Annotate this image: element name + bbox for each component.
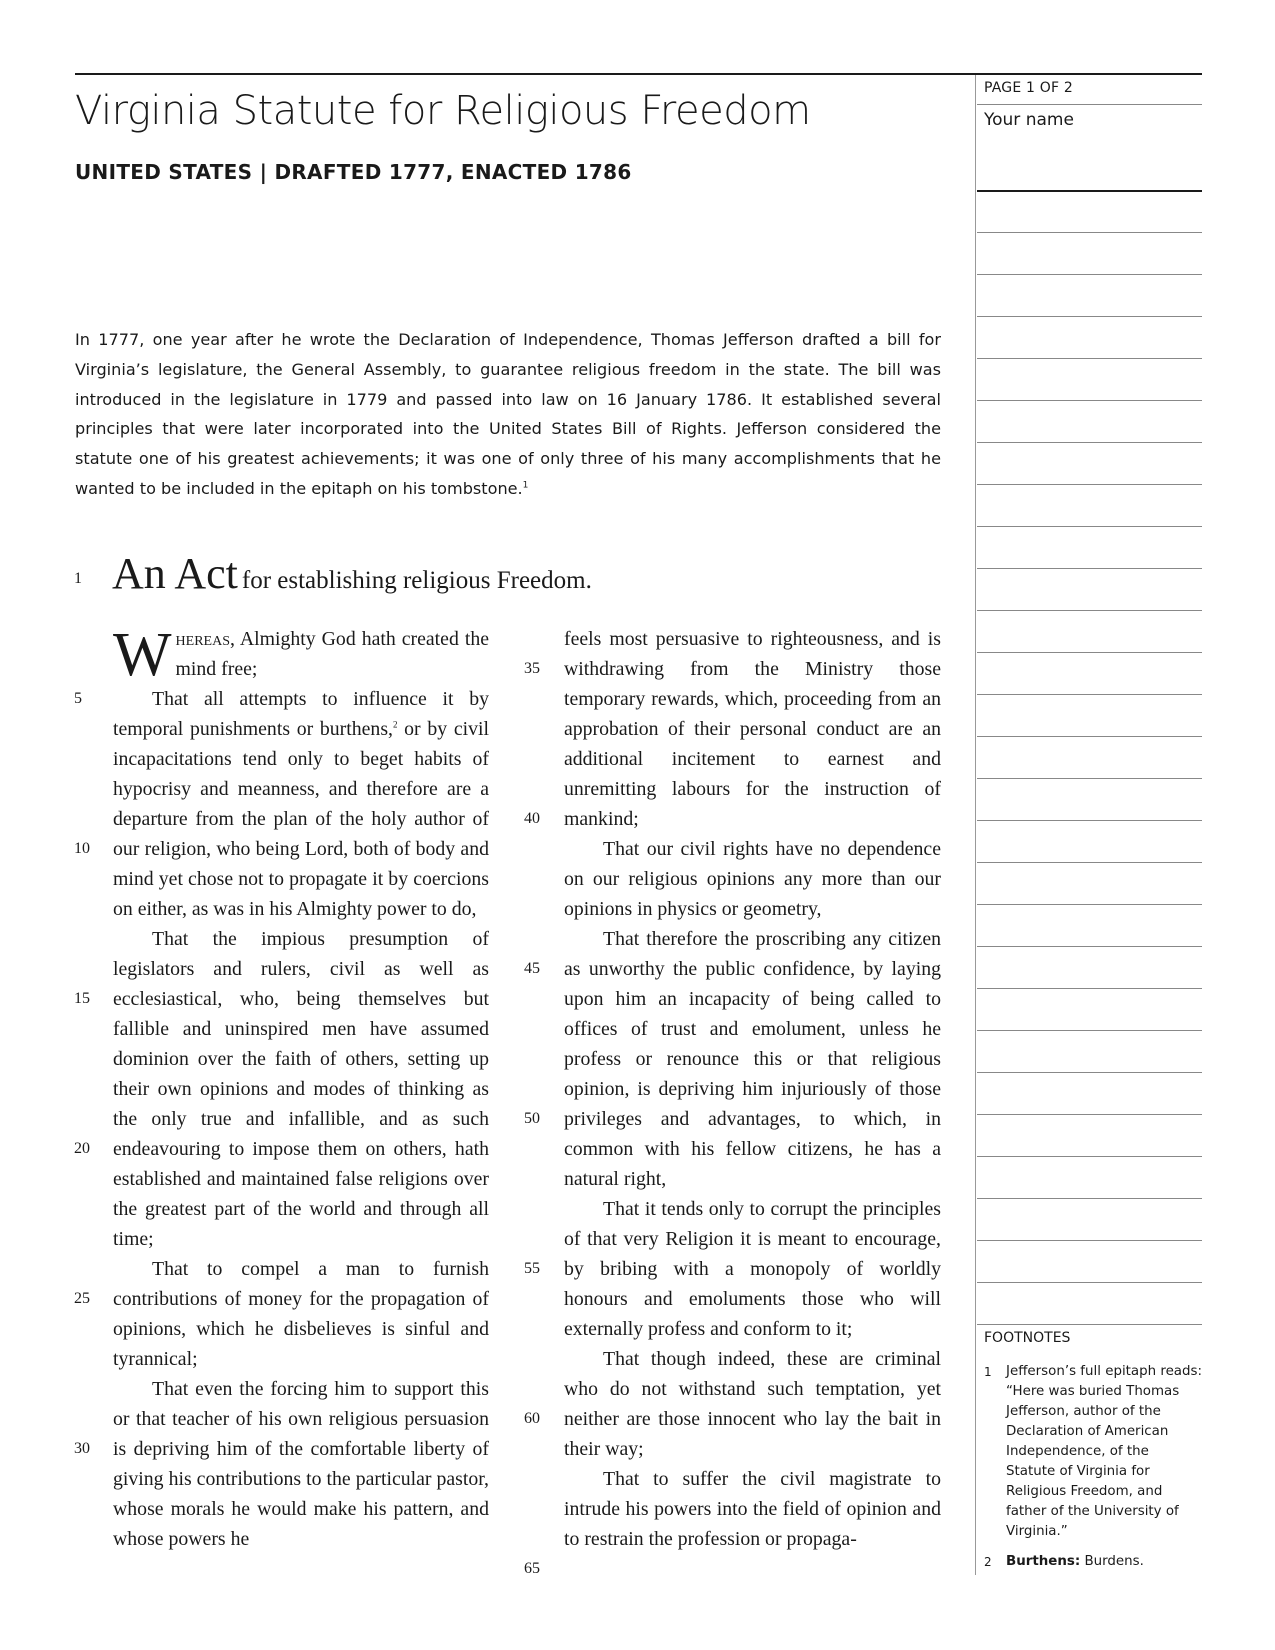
- line-number: 1: [74, 570, 82, 587]
- footnotes-heading: FOOTNOTES: [984, 1330, 1071, 1346]
- note-line: [977, 988, 1202, 989]
- footnote-text: [1006, 1552, 1202, 1572]
- note-line: [977, 736, 1202, 737]
- note-line: [977, 778, 1202, 779]
- paragraph: That to compel a man to furnish contributions of money for the propagation of opinions, which he disbelieves is sinful and tyrannical;: [113, 1258, 489, 1370]
- note-line: [977, 358, 1202, 359]
- note-line: [977, 694, 1202, 695]
- paragraph: That even the forcing him to support this or that teacher of his own religious persuasion is depriving him of the comfortable liberty of giving his contributions to the particular pastor, whose morals he would make his pattern, and whose powers he: [113, 1378, 489, 1550]
- drop-cap: W: [113, 621, 172, 689]
- footnote-2: [984, 1552, 1202, 1572]
- note-line: [977, 316, 1202, 317]
- footnote-number: 2: [984, 1555, 992, 1569]
- line-number: 30: [74, 1440, 90, 1457]
- line-number: 55: [524, 1260, 540, 1277]
- paragraph: feels most persuasive to righteousness, and is withdrawing from the Ministry those temporary rewards, which, proceeding from an approbation of their personal conduct are an additional incitement to earnest and unremitting labours for the instruction of mankind;: [564, 628, 941, 830]
- paragraph: That though indeed, these are criminal who do not withstand such temptation, yet neither are those innocent who lay the bait in their way;: [564, 1348, 941, 1460]
- note-line: [977, 274, 1202, 275]
- sidebar-rule: [977, 104, 1202, 105]
- intro-text: In 1777, one year after he wrote the Declaration of Independence, Thomas Jefferson drafted a bill for Virginia’s legislature, the General Assembly, to guarantee religious freedom in the state. The bill was introduced in the legislature in 1779 and passed into law on 16 January 1786. It established several principles that were later incorporated into the United States Bill of Rights. Jefferson considered the statute one of his greatest achievements; it was one of only three of his many accomplishments that he wanted to be included in the epitaph on his tombstone.: [75, 330, 941, 498]
- page-title: Virginia Statute for Religious Freedom: [75, 88, 811, 134]
- paragraph: [113, 684, 489, 924]
- footnote-1: [984, 1362, 1202, 1542]
- footnote-number: 1: [984, 1365, 992, 1379]
- note-line: [977, 1282, 1202, 1283]
- note-line: [977, 526, 1202, 527]
- note-line: [977, 862, 1202, 863]
- act-title-rest: for establishing religious Freedom.: [241, 567, 592, 594]
- paragraph-text: or by civil incapacitations tend only to beget habits of hypocrisy and meanness, and therefore are a departure from the plan of the holy author of our religion, who being Lord, both of body and mind yet chose not to propagate it by coercions on either, as was in his Almighty power to do,: [113, 718, 489, 920]
- note-line: [977, 400, 1202, 401]
- text-column-right: [564, 624, 941, 1554]
- footnote-term: Burthens:: [1006, 1554, 1081, 1569]
- page-indicator: PAGE 1 OF 2: [984, 80, 1074, 96]
- note-line: [977, 904, 1202, 905]
- line-number: 40: [524, 810, 540, 827]
- paragraph-text: That all attempts to influence it by temporal punishments or burthens,: [113, 688, 489, 740]
- note-line: [977, 820, 1202, 821]
- paragraph: That it tends only to corrupt the principles of that very Religion it is meant to encourage, by bribing with a monopoly of worldly honours and emoluments those who will externally profess and conform to it;: [564, 1198, 941, 1340]
- line-number: 5: [74, 690, 82, 707]
- paragraph-text: Almighty God hath created the mind free;: [175, 628, 489, 680]
- line-number: 10: [74, 840, 90, 857]
- paragraph: That our civil rights have no dependence on our religious opinions any more than our opinions in physics or geometry,: [564, 838, 941, 920]
- line-number: 45: [524, 960, 540, 977]
- paragraph-whereas: [113, 621, 489, 689]
- intro-paragraph: [75, 325, 941, 504]
- smallcaps-word: hereas,: [175, 628, 235, 650]
- note-line: [977, 568, 1202, 569]
- footnote-text: Jefferson’s full epitaph reads: “Here was buried Thomas Jefferson, author of the Declaration of American Independence, of the Statute of Virginia for Religious Freedom, and father of the University of Virginia.”: [1006, 1364, 1203, 1539]
- paragraph: That therefore the proscribing any citizen as unworthy the public confidence, by laying upon him an incapacity of being called to offices of trust and emolument, unless he profess or renounce this or that religious opinion, is depriving him injuriously of those privileges and advantages, to which, in common with his fellow citizens, he has a natural right,: [564, 928, 941, 1190]
- line-number: 65: [524, 1560, 540, 1577]
- paragraph: That the impious presumption of legislators and rulers, civil as well as ecclesiastical, who, being themselves but fallible and uninspired men have assumed dominion over the faith of others, setting up their own opinions and modes of thinking as the only true and infallible, and as such endeavouring to impose them on others, hath established and maintained false religions over the greatest part of the world and through all time;: [113, 928, 489, 1250]
- note-line: [977, 1072, 1202, 1073]
- note-line: [977, 442, 1202, 443]
- note-line: [977, 610, 1202, 611]
- note-line: [977, 1156, 1202, 1157]
- footnote-definition: Burdens.: [1084, 1554, 1144, 1569]
- paragraph: That to suffer the civil magistrate to intrude his powers into the field of opinion and to restrain the profession or propaga-: [564, 1468, 941, 1550]
- line-number: 50: [524, 1110, 540, 1127]
- line-number: 25: [74, 1290, 90, 1307]
- footnotes-rule: [977, 1324, 1202, 1325]
- page-subtitle: UNITED STATES | DRAFTED 1777, ENACTED 1786: [75, 160, 632, 184]
- note-line: [977, 652, 1202, 653]
- footnote-ref-1[interactable]: 1: [522, 480, 529, 491]
- line-number: 60: [524, 1410, 540, 1427]
- note-line: [977, 1114, 1202, 1115]
- footnote-ref-2[interactable]: 2: [392, 719, 398, 730]
- line-number: 35: [524, 660, 540, 677]
- note-line: [977, 1240, 1202, 1241]
- note-line: [977, 232, 1202, 233]
- note-line: [977, 484, 1202, 485]
- act-title-large: An Act: [112, 549, 238, 598]
- name-field-label[interactable]: Your name: [984, 110, 1074, 130]
- note-line: [977, 946, 1202, 947]
- top-rule: [75, 73, 1202, 75]
- note-line: [977, 1030, 1202, 1031]
- name-field-underline: [977, 190, 1202, 192]
- sidebar-divider: [975, 75, 976, 1575]
- text-column-left: [113, 621, 489, 1554]
- act-heading: [112, 548, 592, 599]
- note-line: [977, 1198, 1202, 1199]
- line-number: 20: [74, 1140, 90, 1157]
- line-number: 15: [74, 990, 90, 1007]
